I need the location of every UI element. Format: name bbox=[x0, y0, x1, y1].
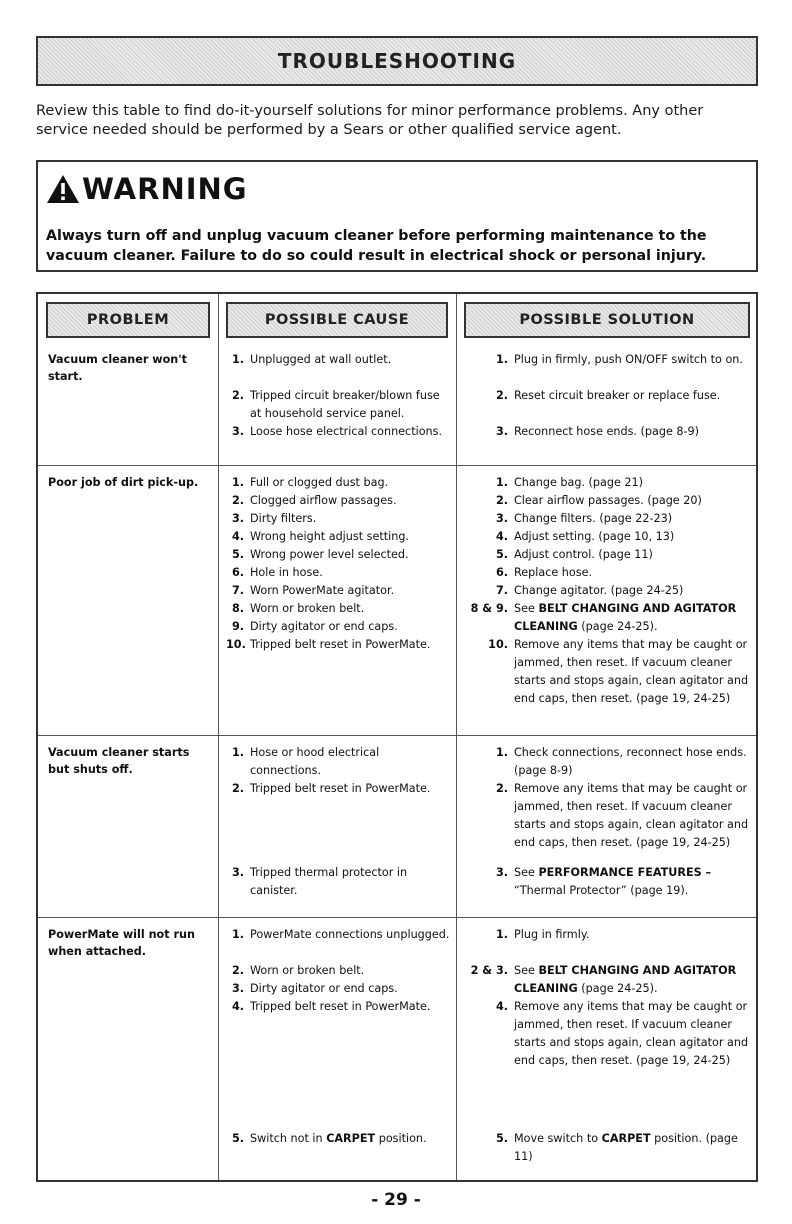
solution-text: Remove any items that may be caught or jammed, then reset. If vacuum cleaner starts and stops again, clean agitator and end caps, then reset. (page 19, 24-25) bbox=[514, 1000, 749, 1067]
cause-item bbox=[226, 387, 450, 423]
cause-item bbox=[226, 998, 450, 1016]
cause-item bbox=[226, 926, 450, 944]
solution-text bbox=[514, 600, 754, 636]
item-number: 5. bbox=[231, 1132, 244, 1145]
intro-paragraph: Review this table to find do-it-yourself solutions for minor performance problems. Any other service needed should be performed by a Sears or other qualified service agent. bbox=[36, 103, 704, 138]
cause-text: Worn PowerMate agitator. bbox=[250, 584, 395, 597]
solution-text: Replace hose. bbox=[514, 566, 593, 579]
item-number: 6. bbox=[495, 566, 508, 579]
solution-text: Remove any items that may be caught or jammed, then reset. If vacuum cleaner starts and stops again, clean agitator and end caps, then reset. (page 19, 24-25) bbox=[514, 782, 749, 849]
solution-text: Change bag. (page 21) bbox=[514, 476, 644, 489]
cause-item bbox=[226, 528, 450, 546]
cause-text: Worn or broken belt. bbox=[250, 964, 365, 977]
column-divider bbox=[218, 294, 219, 1180]
solution-text bbox=[514, 1130, 754, 1166]
text-part: (page 24-25). bbox=[577, 620, 658, 633]
cause-item bbox=[226, 744, 450, 780]
cause-item bbox=[226, 1130, 450, 1148]
cause-text: Full or clogged dust bag. bbox=[250, 476, 389, 489]
cause-item bbox=[226, 423, 450, 441]
cause-text: PowerMate connections unplugged. bbox=[250, 928, 450, 941]
item-number: 7. bbox=[495, 584, 508, 597]
cause-item bbox=[226, 546, 450, 564]
cause-text: Wrong height adjust setting. bbox=[250, 530, 409, 543]
page-title: TROUBLESHOOTING bbox=[277, 49, 517, 73]
cause-text: Wrong power level selected. bbox=[250, 548, 409, 561]
solution-item bbox=[464, 780, 754, 852]
row-divider bbox=[38, 917, 756, 918]
header-problem: PROBLEM bbox=[46, 302, 210, 338]
solution-item bbox=[464, 636, 754, 708]
cause-text: Worn or broken belt. bbox=[250, 602, 365, 615]
solution-item bbox=[464, 423, 754, 441]
solution-text: Change agitator. (page 24-25) bbox=[514, 584, 684, 597]
cause-text: Loose hose electrical connections. bbox=[250, 425, 443, 438]
item-number: 7. bbox=[231, 584, 244, 597]
item-number: 4. bbox=[495, 1000, 508, 1013]
item-number: 3. bbox=[495, 512, 508, 525]
column-divider bbox=[456, 294, 457, 1180]
solution-text: Change filters. (page 22-23) bbox=[514, 512, 673, 525]
solution-item bbox=[464, 510, 754, 528]
item-number: 1. bbox=[231, 476, 244, 489]
item-number: 2. bbox=[231, 389, 244, 402]
cause-item bbox=[226, 582, 450, 600]
solution-text: Plug in firmly, push ON/OFF switch to on. bbox=[514, 353, 743, 366]
solution-item bbox=[464, 926, 754, 944]
cause-text: Dirty agitator or end caps. bbox=[250, 982, 398, 995]
item-number: 1. bbox=[231, 746, 244, 759]
cause-text: Dirty filters. bbox=[250, 512, 317, 525]
warning-triangle-icon bbox=[46, 174, 80, 204]
text-part: See bbox=[514, 964, 539, 977]
cause-item bbox=[226, 600, 450, 618]
troubleshooting-table bbox=[36, 292, 758, 1182]
solution-text: Adjust control. (page 11) bbox=[514, 548, 653, 561]
text-part: position. (page 11) bbox=[514, 1132, 738, 1163]
cause-item bbox=[226, 474, 450, 492]
item-number: 2. bbox=[231, 494, 244, 507]
solution-text bbox=[514, 864, 754, 900]
item-number: 3. bbox=[495, 866, 508, 879]
cause-text: Hole in hose. bbox=[250, 566, 323, 579]
solution-item bbox=[464, 582, 754, 600]
bold-reference: CARPET bbox=[601, 1132, 651, 1145]
item-number: 1. bbox=[231, 928, 244, 941]
item-number: 1. bbox=[495, 353, 508, 366]
row-divider bbox=[38, 735, 756, 736]
cause-text: Tripped belt reset in PowerMate. bbox=[250, 782, 431, 795]
solution-item bbox=[464, 474, 754, 492]
solution-text: Plug in firmly. bbox=[514, 928, 590, 941]
item-number: 3. bbox=[495, 425, 508, 438]
solution-item bbox=[464, 998, 754, 1070]
cause-item bbox=[226, 618, 450, 636]
cause-text: Unplugged at wall outlet. bbox=[250, 353, 392, 366]
solution-item bbox=[464, 492, 754, 510]
item-number: 1. bbox=[495, 746, 508, 759]
solution-text: Reconnect hose ends. (page 8-9) bbox=[514, 425, 700, 438]
item-number: 6. bbox=[231, 566, 244, 579]
cause-item bbox=[226, 980, 450, 998]
cause-item bbox=[226, 636, 450, 654]
item-number: 3. bbox=[231, 982, 244, 995]
problem-text: PowerMate will not run when attached. bbox=[48, 928, 195, 958]
bold-reference: CARPET bbox=[326, 1132, 376, 1145]
problem-text: Poor job of dirt pick-up. bbox=[48, 476, 199, 489]
cause-text: Tripped circuit breaker/blown fuse at household service panel. bbox=[250, 389, 440, 420]
item-number: 8. bbox=[231, 602, 244, 615]
item-number: 3. bbox=[231, 425, 244, 438]
solution-item bbox=[464, 564, 754, 582]
item-number: 10. bbox=[488, 638, 508, 651]
cause-text: Tripped belt reset in PowerMate. bbox=[250, 638, 431, 651]
item-number: 2. bbox=[231, 782, 244, 795]
item-number: 2. bbox=[231, 964, 244, 977]
item-number: 9. bbox=[231, 620, 244, 633]
solution-text: Adjust setting. (page 10, 13) bbox=[514, 530, 675, 543]
cause-item bbox=[226, 780, 450, 798]
solution-text bbox=[514, 962, 754, 998]
cause-item bbox=[226, 564, 450, 582]
bold-reference: BELT CHANGING AND AGITATOR CLEANING bbox=[514, 602, 737, 633]
solution-item bbox=[464, 528, 754, 546]
warning-title: WARNING bbox=[82, 172, 248, 206]
header-possible-solution: POSSIBLE SOLUTION bbox=[464, 302, 750, 338]
item-number: 4. bbox=[231, 1000, 244, 1013]
header-possible-cause: POSSIBLE CAUSE bbox=[226, 302, 448, 338]
solution-item bbox=[464, 962, 754, 998]
solution-text: Check connections, reconnect hose ends. (page 8-9) bbox=[514, 746, 747, 777]
cause-text: Clogged airflow passages. bbox=[250, 494, 397, 507]
item-number: 2. bbox=[495, 494, 508, 507]
item-number: 1. bbox=[495, 928, 508, 941]
solution-item bbox=[464, 864, 754, 900]
text-part: Switch not in bbox=[250, 1132, 327, 1145]
item-number: 8 & 9. bbox=[470, 602, 508, 615]
cause-item bbox=[226, 510, 450, 528]
item-number: 10. bbox=[226, 638, 246, 651]
item-number: 3. bbox=[231, 866, 244, 879]
row-divider bbox=[38, 465, 756, 466]
text-part: See bbox=[514, 602, 539, 615]
item-number: 1. bbox=[495, 476, 508, 489]
text-part: position. bbox=[375, 1132, 427, 1145]
item-number: 2. bbox=[495, 782, 508, 795]
page-number: - 29 - bbox=[371, 1190, 421, 1210]
item-number: 3. bbox=[231, 512, 244, 525]
text-part: See bbox=[514, 866, 539, 879]
bold-reference: PERFORMANCE FEATURES – bbox=[538, 866, 712, 879]
solution-item bbox=[464, 546, 754, 564]
cause-text: Dirty agitator or end caps. bbox=[250, 620, 398, 633]
item-number: 5. bbox=[495, 1132, 508, 1145]
warning-box bbox=[36, 160, 758, 272]
solution-item bbox=[464, 600, 754, 636]
solution-text: Remove any items that may be caught or jammed, then reset. If vacuum cleaner starts and stops again, clean agitator and end caps, then reset. (page 19, 24-25) bbox=[514, 638, 749, 705]
cause-text: Tripped belt reset in PowerMate. bbox=[250, 1000, 431, 1013]
item-number: 2 & 3. bbox=[470, 964, 508, 977]
text-part: “Thermal Protector” (page 19). bbox=[514, 884, 689, 897]
cause-item bbox=[226, 962, 450, 980]
solution-text: Clear airflow passages. (page 20) bbox=[514, 494, 702, 507]
item-number: 4. bbox=[231, 530, 244, 543]
problem-text: Vacuum cleaner won't start. bbox=[48, 353, 188, 383]
cause-text: Hose or hood electrical connections. bbox=[250, 746, 380, 777]
cause-item bbox=[226, 351, 450, 369]
item-number: 2. bbox=[495, 389, 508, 402]
item-number: 4. bbox=[495, 530, 508, 543]
item-number: 1. bbox=[231, 353, 244, 366]
warning-text: Always turn off and unplug vacuum cleaner before performing maintenance to the vacuum cleaner. Failure to do so could result in electrical shock or personal injury. bbox=[46, 228, 707, 264]
solution-item bbox=[464, 1130, 754, 1166]
text-part: (page 24-25). bbox=[577, 982, 658, 995]
item-number: 5. bbox=[231, 548, 244, 561]
bold-reference: BELT CHANGING AND AGITATOR CLEANING bbox=[514, 964, 737, 995]
solution-item bbox=[464, 351, 754, 369]
title-banner bbox=[36, 36, 758, 86]
item-number: 5. bbox=[495, 548, 508, 561]
solution-text: Reset circuit breaker or replace fuse. bbox=[514, 389, 721, 402]
solution-item bbox=[464, 387, 754, 405]
cause-item bbox=[226, 864, 450, 900]
text-part: Move switch to bbox=[514, 1132, 602, 1145]
cause-text: Tripped thermal protector in canister. bbox=[250, 866, 408, 897]
warning-heading bbox=[46, 174, 248, 204]
solution-item bbox=[464, 744, 754, 780]
problem-text: Vacuum cleaner starts but shuts off. bbox=[48, 746, 190, 776]
cause-item bbox=[226, 492, 450, 510]
cause-text bbox=[250, 1130, 450, 1148]
